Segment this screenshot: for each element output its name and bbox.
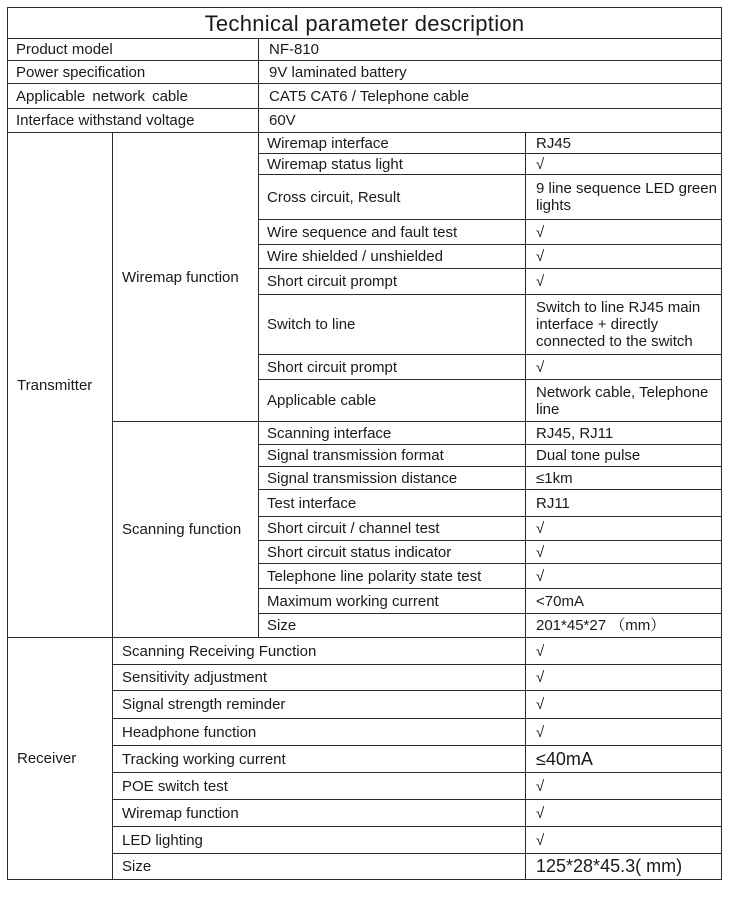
param-value: 60V: [259, 109, 722, 133]
param-name: Scanning Receiving Function: [113, 638, 526, 665]
table-row: [8, 109, 722, 133]
wiremap-function-label: Wiremap function: [113, 133, 259, 422]
parameter-table: [7, 7, 722, 880]
param-name: Test interface: [259, 490, 526, 517]
param-name: Scanning interface: [259, 422, 526, 445]
transmitter-label: Transmitter: [8, 133, 113, 638]
param-label: Power specification: [8, 61, 259, 84]
param-label: Applicable network cable: [8, 84, 259, 109]
param-value: √: [526, 269, 722, 295]
table-row: [8, 665, 722, 691]
table-row: [8, 691, 722, 719]
table-row: [8, 638, 722, 665]
param-name: Size: [113, 854, 526, 880]
param-name: Maximum working current: [259, 589, 526, 614]
param-value: <70mA: [526, 589, 722, 614]
param-value: √: [526, 564, 722, 589]
param-value: √: [526, 691, 722, 719]
param-value: 9V laminated battery: [259, 61, 722, 84]
param-value: NF-810: [259, 39, 722, 61]
param-value: ≤1km: [526, 467, 722, 490]
param-value: RJ11: [526, 490, 722, 517]
param-value: Dual tone pulse: [526, 445, 722, 467]
table-row: [8, 61, 722, 84]
param-name: Telephone line polarity state test: [259, 564, 526, 589]
param-name: Signal transmission distance: [259, 467, 526, 490]
table-row: [8, 84, 722, 109]
param-name: Switch to line: [259, 295, 526, 355]
param-value: √: [526, 517, 722, 541]
param-name: Short circuit prompt: [259, 355, 526, 380]
param-value: √: [526, 355, 722, 380]
param-name: Size: [259, 614, 526, 638]
param-value: 125*28*45.3( mm): [526, 854, 722, 880]
receiver-label: Receiver: [8, 638, 113, 880]
param-name: POE switch test: [113, 773, 526, 800]
param-name: Wire shielded / unshielded: [259, 245, 526, 269]
param-value: √: [526, 719, 722, 746]
table-row: [8, 746, 722, 773]
table-row: [8, 800, 722, 827]
table-row: [8, 133, 722, 154]
param-name: Sensitivity adjustment: [113, 665, 526, 691]
param-value: RJ45: [526, 133, 722, 154]
param-value: Switch to line RJ45 main interface + directly connected to the switch: [526, 295, 722, 355]
param-value: 201*45*27 （mm）: [526, 614, 722, 638]
param-value: √: [526, 827, 722, 854]
table-row: [8, 854, 722, 880]
param-value: √: [526, 220, 722, 245]
param-value: √: [526, 665, 722, 691]
param-name: Short circuit / channel test: [259, 517, 526, 541]
param-name: Wiremap function: [113, 800, 526, 827]
param-name: Applicable cable: [259, 380, 526, 422]
param-value: √: [526, 800, 722, 827]
param-value: Network cable, Telephone line: [526, 380, 722, 422]
table-row: [8, 773, 722, 800]
param-value: RJ45, RJ11: [526, 422, 722, 445]
param-name: Signal transmission format: [259, 445, 526, 467]
table-title: Technical parameter description: [8, 8, 722, 39]
param-name: Wiremap interface: [259, 133, 526, 154]
param-value: CAT5 CAT6 / Telephone cable: [259, 84, 722, 109]
param-label: Product model: [8, 39, 259, 61]
param-value: √: [526, 154, 722, 175]
table-row: [8, 827, 722, 854]
param-name: Short circuit status indicator: [259, 541, 526, 564]
param-value: √: [526, 245, 722, 269]
param-name: Signal strength reminder: [113, 691, 526, 719]
param-name: Headphone function: [113, 719, 526, 746]
param-value: √: [526, 541, 722, 564]
param-value: 9 line sequence LED green lights: [526, 175, 722, 220]
table-row: [8, 422, 722, 445]
scanning-function-label: Scanning function: [113, 422, 259, 638]
param-name: Cross circuit, Result: [259, 175, 526, 220]
param-value: ≤40mA: [526, 746, 722, 773]
param-label: Interface withstand voltage: [8, 109, 259, 133]
param-name: LED lighting: [113, 827, 526, 854]
param-value: √: [526, 638, 722, 665]
param-name: Wiremap status light: [259, 154, 526, 175]
param-name: Short circuit prompt: [259, 269, 526, 295]
table-row: [8, 719, 722, 746]
param-name: Wire sequence and fault test: [259, 220, 526, 245]
table-row: [8, 39, 722, 61]
param-value: √: [526, 773, 722, 800]
param-name: Tracking working current: [113, 746, 526, 773]
